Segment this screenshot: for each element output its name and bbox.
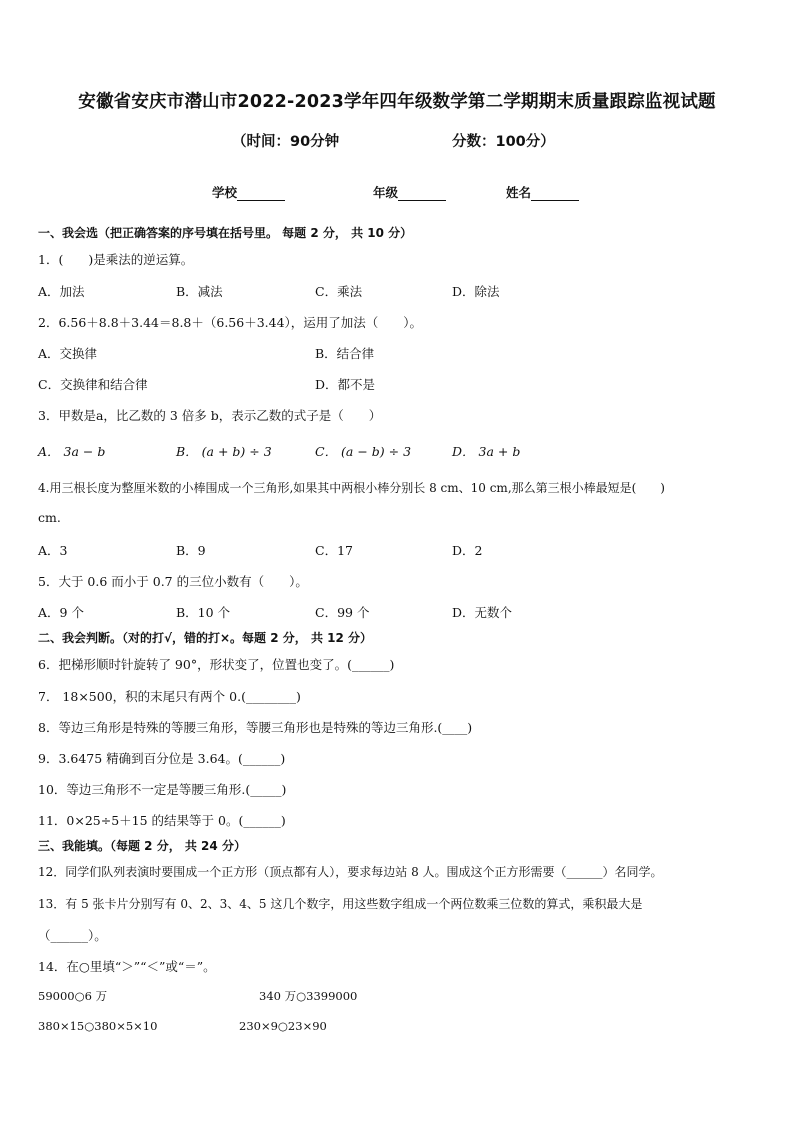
- section-heading: 二、我会判断。（对的打√，错的打×。每题 2 分， 共 12 分）: [38, 631, 372, 645]
- judgement-question[interactable]: 10．等边三角形不一定是等腰三角形.(_____): [38, 782, 287, 797]
- option-a[interactable]: A．交换律: [38, 346, 98, 361]
- option-c[interactable]: C．乘法: [315, 284, 363, 299]
- question-stem: 3．甲数是a，比乙数的 3 倍多 b，表示乙数的式子是（ ）: [38, 408, 382, 423]
- fill-question-continued[interactable]: （______）。: [38, 928, 107, 943]
- option-c[interactable]: C．99 个: [315, 605, 370, 620]
- judgement-question[interactable]: 6．把梯形顺时针旋转了 90°，形状变了，位置也变了。(______): [38, 657, 395, 672]
- question-stem: 4.用三根长度为整厘米数的小棒围成一个三角形,如果其中两根小棒分别长 8 cm、10 cm,那么第三根小棒最短是( ): [38, 481, 665, 495]
- section-heading: 三、我能填。（每题 2 分， 共 24 分）: [38, 839, 246, 853]
- compare-item[interactable]: 230×9○23×90: [239, 1019, 327, 1033]
- grade-field: [373, 183, 446, 201]
- question-stem: 5．大于 0.6 而小于 0.7 的三位小数有（ ）。: [38, 574, 308, 589]
- page-title: 安徽省安庆市潜山市2022-2023学年四年级数学第二学期期末质量跟踪监视试题: [78, 92, 716, 112]
- school-label: 学校: [212, 185, 238, 200]
- option-b[interactable]: B．10 个: [176, 605, 231, 620]
- option-c[interactable]: C．17: [315, 543, 353, 558]
- fill-question: 14．在○里填“＞”“＜”或“＝”。: [38, 959, 216, 974]
- option-d[interactable]: D． 3a + b: [452, 444, 521, 459]
- judgement-question[interactable]: 7． 18×500，积的末尾只有两个 0.(________): [38, 689, 301, 704]
- option-d[interactable]: D．2: [452, 543, 483, 558]
- question-stem-continued: cm.: [38, 510, 61, 525]
- option-a[interactable]: A．加法: [38, 284, 85, 299]
- option-b[interactable]: B．9: [176, 543, 206, 558]
- question-stem: 1．( )是乘法的逆运算。: [38, 252, 194, 267]
- question-stem: 2．6.56＋8.8＋3.44＝8.8＋（6.56＋3.44），运用了加法（ ）。: [38, 315, 423, 330]
- option-d[interactable]: D．无数个: [452, 605, 513, 620]
- section-heading: 一、我会选（把正确答案的序号填在括号里。 每题 2 分， 共 10 分）: [38, 226, 413, 240]
- option-c[interactable]: C．交换律和结合律: [38, 377, 148, 392]
- school-field: [212, 183, 285, 201]
- judgement-question[interactable]: 11．0×25÷5＋15 的结果等于 0。(______): [38, 813, 286, 828]
- option-a[interactable]: A．3: [38, 543, 68, 558]
- option-a[interactable]: A． 3a − b: [38, 444, 106, 459]
- time-label: （时间：90分钟: [232, 134, 340, 150]
- fill-question[interactable]: 12．同学们队列表演时要围成一个正方形（顶点都有人），要求每边站 8 人。围成这个正方形需要（______）名同学。: [38, 865, 663, 879]
- fill-question[interactable]: 13．有 5 张卡片分别写有 0、2、3、4、5 这几个数字，用这些数字组成一个两位数乘三位数的算式，乘积最大是: [38, 897, 643, 911]
- option-c[interactable]: C． (a − b) ÷ 3: [315, 444, 412, 459]
- option-d[interactable]: D．都不是: [315, 377, 376, 392]
- judgement-question[interactable]: 8．等边三角形是特殊的等腰三角形，等腰三角形也是特殊的等边三角形.(____): [38, 720, 473, 735]
- score-label: 分数：100分）: [452, 134, 555, 150]
- option-b[interactable]: B．减法: [176, 284, 223, 299]
- school-blank[interactable]: [237, 200, 285, 201]
- option-a[interactable]: A．9 个: [38, 605, 84, 620]
- name-field: [506, 183, 579, 201]
- option-d[interactable]: D．除法: [452, 284, 500, 299]
- compare-item[interactable]: 59000○6 万: [38, 989, 108, 1003]
- judgement-question[interactable]: 9．3.6475 精确到百分位是 3.64。(______): [38, 751, 286, 766]
- compare-item[interactable]: 380×15○380×5×10: [38, 1019, 158, 1033]
- name-blank[interactable]: [531, 200, 579, 201]
- option-b[interactable]: B．结合律: [315, 346, 375, 361]
- grade-blank[interactable]: [398, 200, 446, 201]
- compare-item[interactable]: 340 万○3399000: [259, 989, 358, 1003]
- option-b[interactable]: B． (a + b) ÷ 3: [176, 444, 272, 459]
- grade-label: 年级: [373, 185, 399, 200]
- name-label: 姓名: [506, 185, 532, 200]
